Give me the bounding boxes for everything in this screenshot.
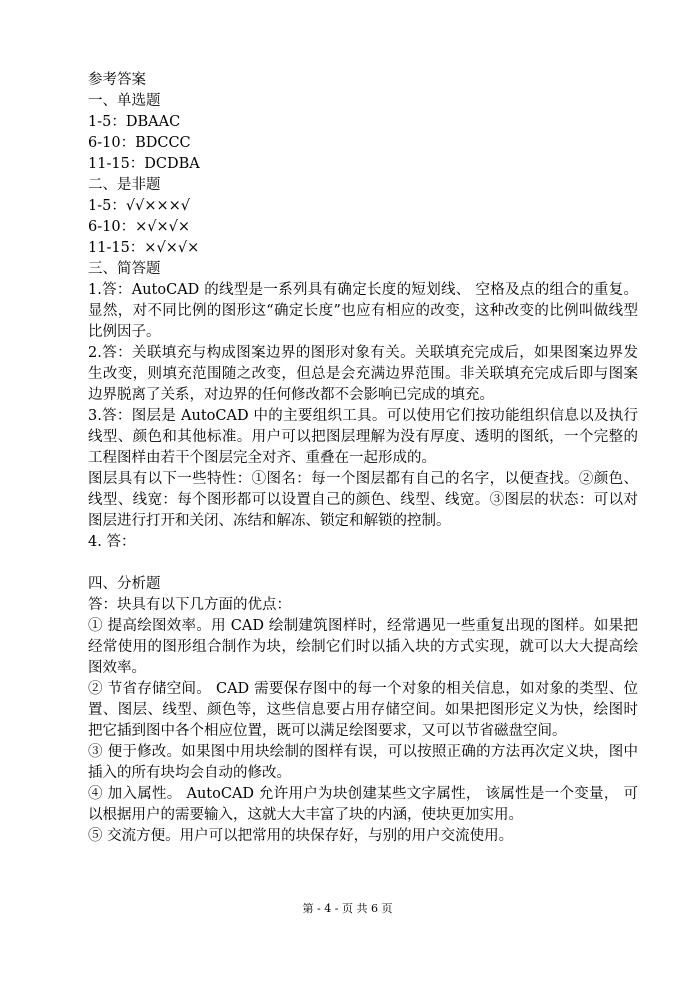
answer-line: 1-5：√√×××√ [88, 198, 191, 214]
analysis-point: ④ 加入属性。 AutoCAD 允许用户为块创建某些文字属性， 该属性是一个变量， 可以根据用户的需要输入，这就大大丰富了块的内涵，使块更加实用。 [88, 786, 638, 823]
analysis-intro: 答：块具有以下几方面的优点： [88, 597, 291, 613]
analysis-point: ① 提高绘图效率。用 CAD 绘制建筑图样时，经常遇见一些重复出现的图样。如果把经常使用的图形组合制作为块，绘制它们时以插入块的方式实现，就可以大大提高绘图效率。 [88, 618, 638, 676]
answer-line: 11-15：×√×√× [88, 240, 200, 256]
document-body [88, 70, 638, 847]
section-heading-analysis: 四、分析题 [88, 576, 161, 592]
short-answer-paragraph: 2.答：关联填充与构成图案边界的图形对象有关。关联填充完成后，如果图案边界发生改变，则填充范围随之改变，但总是会充满边界范围。非关联填充完成后即与图案边界脱离了关系，对边界的任何修改都不会影响已完成的填充。 [88, 345, 638, 403]
answer-line: 1-5：DBAAC [88, 114, 181, 130]
analysis-point: ② 节省存储空间。 CAD 需要保存图中的每一个对象的相关信息，如对象的类型、位置、图层、线型、颜色等，这些信息要占用存储空间。如果把图形定义为快，绘图时把它插到图中各个相应位置，既可以满足绘图要求，又可以节省磁盘空间。 [88, 681, 638, 739]
answer-line: 11-15：DCDBA [88, 156, 200, 172]
section-heading-single-choice: 一、单选题 [88, 93, 161, 109]
analysis-point: ⑤ 交流方便。用户可以把常用的块保存好，与别的用户交流使用。 [88, 828, 514, 844]
answer-line: 6-10：×√×√× [88, 219, 191, 235]
short-answer-paragraph: 4. 答： [88, 534, 136, 550]
short-answer-paragraph: 图层具有以下一些特性：①图名：每一个图层都有自己的名字，以便查找。②颜色、线型、线宽：每个图形都可以设置自己的颜色、线型、线宽。③图层的状态：可以对图层进行打开和关闭、冻结和解冻、锁定和解锁的控制。 [88, 471, 638, 529]
page-title: 参考答案 [88, 72, 146, 88]
answer-line: 6-10：BDCCC [88, 135, 191, 151]
analysis-point: ③ 便于修改。如果图中用块绘制的图样有误，可以按照正确的方法再次定义块，图中插入的所有块均会自动的修改。 [88, 744, 638, 781]
section-heading-short-answer: 三、简答题 [88, 261, 161, 277]
page-footer: 第 - 4 - 页 共 6 页 [302, 902, 393, 915]
blank-line [88, 553, 638, 574]
short-answer-paragraph: 3.答：图层是 AutoCAD 中的主要组织工具。可以使用它们按功能组织信息以及执行线型、颜色和其他标准。用户可以把图层理解为没有厚度、透明的图纸，一个完整的工程图样由若干个图层完全对齐、重叠在一起形成的。 [88, 408, 638, 466]
section-heading-true-false: 二、是非题 [88, 177, 161, 193]
short-answer-paragraph: 1.答：AutoCAD 的线型是一系列具有确定长度的短划线、 空格及点的组合的重复。 显然，对不同比例的图形这“确定长度”也应有相应的改变，这种改变的比例叫做线型比例因子。 [88, 282, 638, 340]
